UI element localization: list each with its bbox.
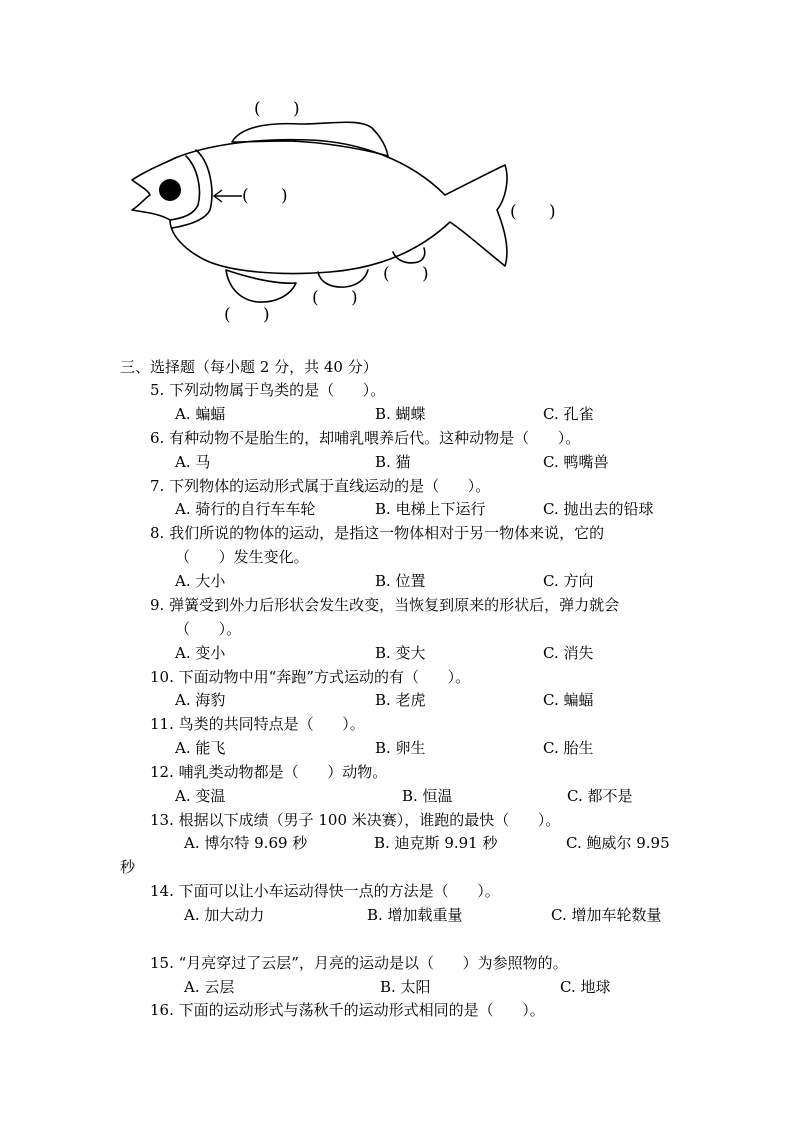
q15-option-a[interactable]: A. 云层 xyxy=(184,978,235,996)
blank-tail[interactable]: ( ) xyxy=(510,202,556,222)
pelvic-fin xyxy=(226,270,296,302)
question-9-stem-cont: （ ）。 xyxy=(175,620,242,638)
question-7-stem: 7. 下列物体的运动形式属于直线运动的是（ ）。 xyxy=(150,477,491,495)
question-15-stem: 15. “月亮穿过了云层”，月亮的运动是以（ ）为参照物的。 xyxy=(150,954,568,972)
q9-option-a[interactable]: A. 变小 xyxy=(175,644,226,662)
q12-option-a[interactable]: A. 变温 xyxy=(175,787,226,805)
blank-rear-fin[interactable]: ( ) xyxy=(383,264,429,284)
fish-body xyxy=(175,140,507,274)
dorsal-fin xyxy=(232,122,388,156)
q14-option-a[interactable]: A. 加大动力 xyxy=(184,906,265,924)
q7-option-a[interactable]: A. 骑行的自行车车轮 xyxy=(175,500,316,518)
q8-option-b[interactable]: B. 位置 xyxy=(375,572,426,590)
q6-option-a[interactable]: A. 马 xyxy=(175,453,211,471)
blank-dorsal[interactable]: ( ) xyxy=(254,99,300,119)
question-13-stem: 13. 根据以下成绩（男子 100 米决赛），谁跑的最快（ ）。 xyxy=(150,811,561,829)
blank-anal-fin[interactable]: ( ) xyxy=(312,288,358,308)
blank-pelvic-fin[interactable]: ( ) xyxy=(224,305,270,325)
q7-option-c[interactable]: C. 抛出去的铅球 xyxy=(543,500,654,518)
q11-option-c[interactable]: C. 胎生 xyxy=(543,739,594,757)
q8-option-a[interactable]: A. 大小 xyxy=(175,572,226,590)
q6-option-c[interactable]: C. 鸭嘴兽 xyxy=(543,453,609,471)
fish-diagram xyxy=(0,0,794,340)
q11-option-a[interactable]: A. 能飞 xyxy=(175,739,226,757)
q13-option-c[interactable]: C. 鲍威尔 9.95 xyxy=(566,834,670,852)
question-10-stem: 10. 下面动物中用“奔跑”方式运动的有（ ）。 xyxy=(150,668,471,686)
q8-option-c[interactable]: C. 方向 xyxy=(543,572,594,590)
question-14-stem: 14. 下面可以让小车运动得快一点的方法是（ ）。 xyxy=(150,882,500,900)
question-6-stem: 6. 有种动物不是胎生的，却哺乳喂养后代。这种动物是（ ）。 xyxy=(150,429,581,447)
q10-option-c[interactable]: C. 蝙蝠 xyxy=(543,691,594,709)
q7-option-b[interactable]: B. 电梯上下运行 xyxy=(375,500,486,518)
q13-option-c-wrap: 秒 xyxy=(120,858,136,876)
question-8-stem-cont: （ ）发生变化。 xyxy=(175,548,309,566)
fish-head xyxy=(132,158,205,260)
question-9-stem: 9. 弹簧受到外力后形状会发生改变，当恢复到原来的形状后，弹力就会 xyxy=(150,596,620,614)
q6-option-b[interactable]: B. 猫 xyxy=(375,453,411,471)
question-16-stem: 16. 下面的运动形式与荡秋千的运动形式相同的是（ ）。 xyxy=(150,1001,545,1019)
q13-option-a[interactable]: A. 博尔特 9.69 秒 xyxy=(184,834,308,852)
question-12-stem: 12. 哺乳类动物都是（ ）动物。 xyxy=(150,763,388,781)
fish-drawing xyxy=(0,0,794,340)
q9-option-b[interactable]: B. 变大 xyxy=(375,644,426,662)
eye xyxy=(159,179,181,201)
q15-option-c[interactable]: C. 地球 xyxy=(560,978,611,996)
q14-option-c[interactable]: C. 增加车轮数量 xyxy=(551,906,662,924)
q10-option-b[interactable]: B. 老虎 xyxy=(375,691,426,709)
q12-option-b[interactable]: B. 恒温 xyxy=(402,787,453,805)
q11-option-b[interactable]: B. 卵生 xyxy=(375,739,426,757)
q5-option-a[interactable]: A. 蝙蝠 xyxy=(175,405,226,423)
question-5-stem: 5. 下列动物属于鸟类的是（ ）。 xyxy=(150,381,386,399)
section-title: 三、选择题（每小题 2 分，共 40 分） xyxy=(120,358,378,376)
q5-option-c[interactable]: C. 孔雀 xyxy=(543,405,594,423)
question-8-stem: 8. 我们所说的物体的运动，是指这一物体相对于另一物体来说，它的 xyxy=(150,524,605,542)
q9-option-c[interactable]: C. 消失 xyxy=(543,644,594,662)
q13-option-b[interactable]: B. 迪克斯 9.91 秒 xyxy=(374,834,498,852)
q5-option-b[interactable]: B. 蝴蝶 xyxy=(375,405,426,423)
blank-gill[interactable]: ( ) xyxy=(242,186,288,206)
q14-option-b[interactable]: B. 增加载重量 xyxy=(367,906,463,924)
q10-option-a[interactable]: A. 海豹 xyxy=(175,691,226,709)
question-11-stem: 11. 鸟类的共同特点是（ ）。 xyxy=(150,715,365,733)
q15-option-b[interactable]: B. 太阳 xyxy=(380,978,431,996)
q12-option-c[interactable]: C. 都不是 xyxy=(567,787,633,805)
